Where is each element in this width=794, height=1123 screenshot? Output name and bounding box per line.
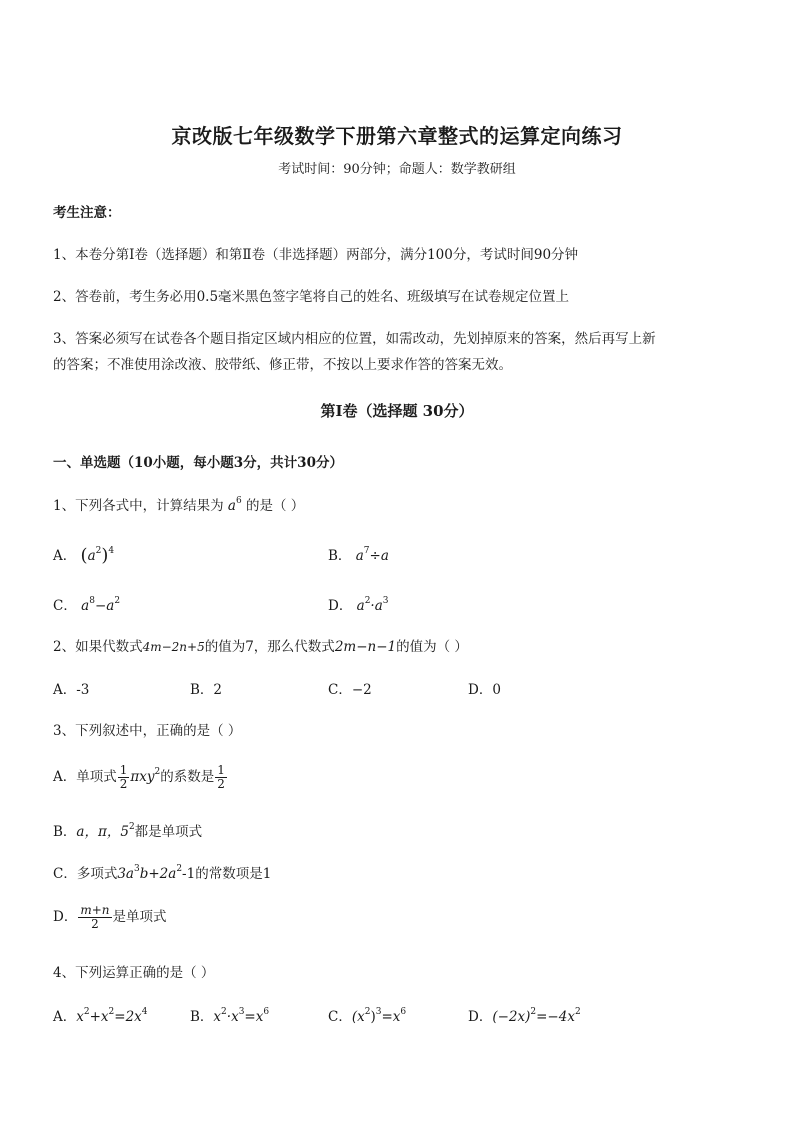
q1-c-mid: −a	[94, 598, 115, 614]
q3-b-tail: 都是单项式	[134, 824, 203, 840]
q2-stem-b: 的值为7，那么代数式	[204, 639, 335, 655]
q4-b-e2: 3	[238, 1007, 245, 1017]
q3-c-tail: -1的常数项是1	[182, 866, 272, 882]
q3-c-exp-2: 2	[176, 864, 183, 874]
q1-option-c[interactable]	[53, 594, 120, 614]
q1-d-mid: ·a	[370, 598, 383, 614]
q3-b-exp: 2	[128, 822, 135, 832]
q2-option-b[interactable]: B．2	[190, 682, 223, 698]
q3-option-c[interactable]	[53, 862, 271, 882]
q2-option-c[interactable]: C．−2	[328, 682, 372, 698]
q3-c-exp-1: 3	[133, 864, 140, 874]
q3-option-a[interactable]	[53, 764, 228, 791]
notice-item-3-line-1: 3、答案必须写在试卷各个题目指定区域内相应的位置，如需改动，先划掉原来的答案，然后再写上新	[53, 331, 656, 347]
q4-c-close: )	[370, 1009, 376, 1025]
section-title: 第Ⅰ卷（选择题 30分）	[320, 402, 474, 420]
q1-c-a-exp: 8	[89, 596, 95, 606]
q1-option-b-label: B．	[328, 548, 352, 564]
q2-expr-1: 4m−2n+5	[142, 640, 205, 654]
q1-d-a-exp: 2	[364, 596, 371, 606]
q3-a-fraction	[118, 764, 130, 791]
question-1-stem	[53, 494, 304, 514]
q4-d-eq: =−4x	[536, 1009, 575, 1025]
part-heading: 一、单选题（10小题，每小题3分，共计30分）	[53, 455, 343, 471]
q1-b-base: a	[355, 548, 364, 564]
q4-a-e3: 4	[141, 1007, 148, 1017]
q2-option-d[interactable]: D．0	[468, 682, 501, 698]
q3-a-fraction-2	[215, 764, 227, 791]
q4-c-e2: 3	[375, 1007, 382, 1017]
q1-a-exp-out: 4	[108, 546, 115, 556]
q3-option-b-label: B．	[53, 824, 77, 840]
q4-c-e1: 2	[364, 1007, 371, 1017]
q1-d-a: a	[356, 598, 365, 614]
q1-b-exp: 7	[363, 546, 370, 556]
question-2-stem	[53, 635, 468, 655]
q3-b-vars: a，π，5	[76, 824, 129, 840]
q4-c-e3: 6	[400, 1007, 407, 1017]
q1-option-a[interactable]: A． $(a^2)^4$	[53, 545, 115, 566]
q2-option-a[interactable]: A．-3	[53, 682, 90, 698]
notice-heading: 考生注意：	[53, 205, 121, 221]
q1-d-b-exp: 3	[382, 596, 389, 606]
q3-option-a-label: A．单项式	[53, 769, 117, 785]
q3-option-d[interactable]	[53, 904, 167, 931]
q4-a-e1: 2	[83, 1007, 90, 1017]
q3-d-frac-den: 2	[91, 917, 99, 931]
q3-a-mid: 的系数是	[160, 769, 215, 785]
q2-stem-a: 2、如果代数式	[53, 639, 143, 655]
notice-item-2: 2、答卷前，考生务必用0.5毫米黑色签字笔将自己的姓名、班级填写在试卷规定位置上	[53, 289, 570, 305]
q4-b-e3: 6	[263, 1007, 270, 1017]
q4-option-b[interactable]	[190, 1005, 269, 1025]
q4-d-e1: 2	[530, 1007, 537, 1017]
q3-option-d-label: D．	[53, 909, 78, 925]
q3-d-fraction	[78, 904, 111, 931]
q4-b-dot: ·x	[226, 1009, 239, 1025]
q1-option-a-label: A．	[53, 548, 77, 564]
q1-stem-exp: 6	[235, 496, 242, 506]
q4-option-b-label: B．	[190, 1009, 214, 1025]
q3-a-term: πxy	[130, 769, 155, 785]
q1-option-d[interactable]	[328, 594, 389, 614]
q3-c-expr-b: b+2a	[139, 866, 177, 882]
q1-stem-text: 1、下列各式中，计算结果为	[53, 498, 224, 514]
q3-d-tail: 是单项式	[112, 909, 167, 925]
q1-a-base: a	[87, 548, 96, 564]
q3-a-frac2-den: 2	[217, 777, 225, 791]
q3-d-frac-num: m+n	[80, 903, 110, 917]
q1-option-c-label: C．	[53, 598, 77, 614]
q1-option-d-label: D．	[328, 598, 353, 614]
q3-a-frac-den: 2	[119, 777, 128, 791]
q3-a-frac2-num: 1	[217, 763, 225, 777]
q4-a-e2: 2	[108, 1007, 115, 1017]
q3-a-frac-num: 1	[119, 763, 128, 777]
q4-d-lhs: (−2x)	[492, 1009, 531, 1025]
q3-option-b[interactable]	[53, 820, 202, 840]
notice-item-1: 1、本卷分第Ⅰ卷（选择题）和第Ⅱ卷（非选择题）两部分，满分100分，考试时间90分钟	[53, 247, 579, 263]
page-title: 京改版七年级数学下册第六章整式的运算定向练习	[171, 124, 623, 148]
q4-option-a-label: A．	[53, 1009, 77, 1025]
q4-option-c-label: C．	[328, 1009, 352, 1025]
question-4-stem: 4、下列运算正确的是（ ）	[53, 965, 215, 981]
q2-expr-2: 2m−n−1	[334, 639, 397, 655]
q2-stem-c: 的值为（ ）	[396, 639, 468, 655]
q4-b-x1: x	[213, 1009, 222, 1025]
q1-stem-var: a	[227, 498, 236, 514]
q1-a-exp-in: 2	[95, 546, 102, 556]
q4-a-eq: =2x	[114, 1009, 142, 1025]
q4-option-a[interactable]	[53, 1005, 148, 1025]
q4-option-c[interactable]	[328, 1005, 406, 1025]
q4-a-plus: +x	[89, 1009, 109, 1025]
q3-option-c-label: C．多项式	[53, 866, 118, 882]
q3-a-term-exp: 2	[154, 767, 161, 777]
q4-c-open: (x	[351, 1009, 365, 1025]
notice-item-3-line-2: 的答案；不准使用涂改液、胶带纸、修正带，不按以上要求作答的答案无效。	[53, 357, 512, 373]
question-3-stem: 3、下列叙述中，正确的是（ ）	[53, 723, 242, 739]
q1-c-b-exp: 2	[114, 596, 121, 606]
q4-c-eq: =x	[381, 1009, 401, 1025]
q1-c-a: a	[81, 598, 90, 614]
q4-option-d-label: D．	[468, 1009, 493, 1025]
q3-c-expr-a: 3a	[117, 866, 134, 882]
q4-b-e1: 2	[221, 1007, 227, 1017]
q1-stem-tail: 的是（ ）	[245, 498, 305, 514]
q4-option-d[interactable]	[468, 1005, 581, 1025]
q4-a-x1: x	[76, 1009, 84, 1025]
q4-d-e2: 2	[574, 1007, 581, 1017]
q4-b-eq: =x	[244, 1009, 264, 1025]
q1-b-rest: ÷a	[369, 548, 389, 564]
exam-info: 考试时间：90分钟；命题人：数学教研组	[278, 162, 516, 177]
q1-option-b[interactable]	[328, 544, 389, 564]
